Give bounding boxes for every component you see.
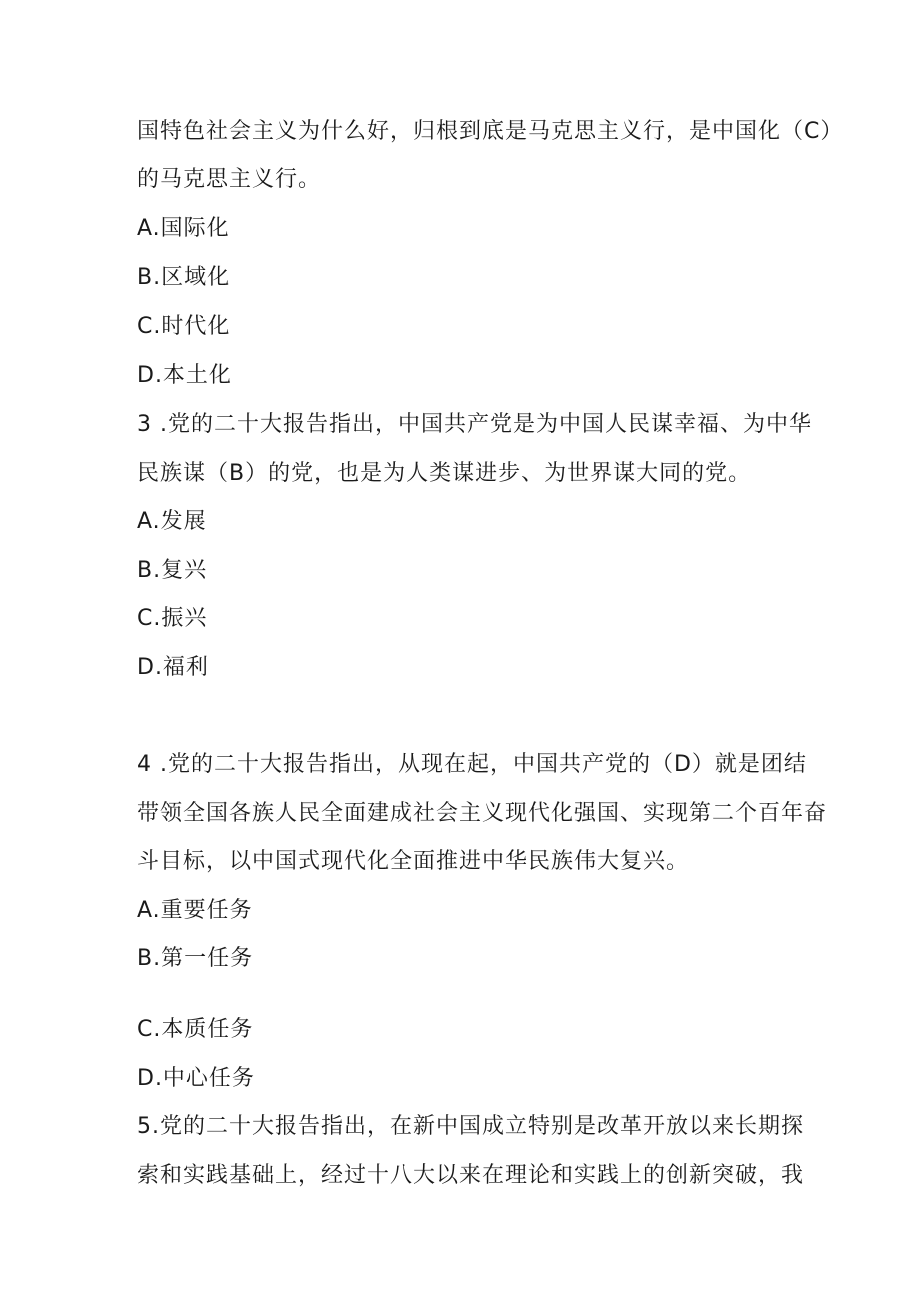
q4-stem-line-2: 带领全国各族人民全面建成社会主义现代化强国、实现第二个百年奋 [137,801,828,826]
q2-stem-line-2: 的马克思主义行。 [137,167,322,192]
q4-stem-line-1: 4 .党的二十大报告指出，从现在起，中国共产党的（D）就是团结 [137,752,807,777]
q3-stem-line-2: 民族谋（B）的党，也是为人类谋进步、为世界谋大同的党。 [137,461,752,486]
q2-option-b: B.区域化 [137,265,231,290]
q3-stem-line-1: 3 .党的二十大报告指出，中国共产党是为中国人民谋幸福、为中华 [137,412,812,437]
q4-option-a: A.重要任务 [137,898,253,923]
q4-option-c: C.本质任务 [137,1017,254,1042]
q3-option-d: D.福利 [137,655,209,680]
q3-option-a: A.发展 [137,509,207,534]
q5-stem-line-2: 索和实践基础上，经过十八大以来在理论和实践上的创新突破，我 [137,1163,805,1188]
q4-option-b: B.第一任务 [137,946,254,971]
q2-option-c: C.时代化 [137,314,231,339]
q3-option-b: B.复兴 [137,558,208,583]
q3-option-c: C.振兴 [137,606,208,631]
q2-option-a: A.国际化 [137,216,230,241]
q2-stem-line-1: 国特色社会主义为什么好，归根到底是马克思主义行，是中国化（C） [137,119,844,144]
q4-stem-line-3: 斗目标，以中国式现代化全面推进中华民族伟大复兴。 [137,849,690,874]
q2-option-d: D.本土化 [137,363,232,388]
q4-option-d: D.中心任务 [137,1066,255,1091]
q5-stem-line-1: 5.党的二十大报告指出，在新中国成立特别是改革开放以来长期探 [137,1114,804,1139]
